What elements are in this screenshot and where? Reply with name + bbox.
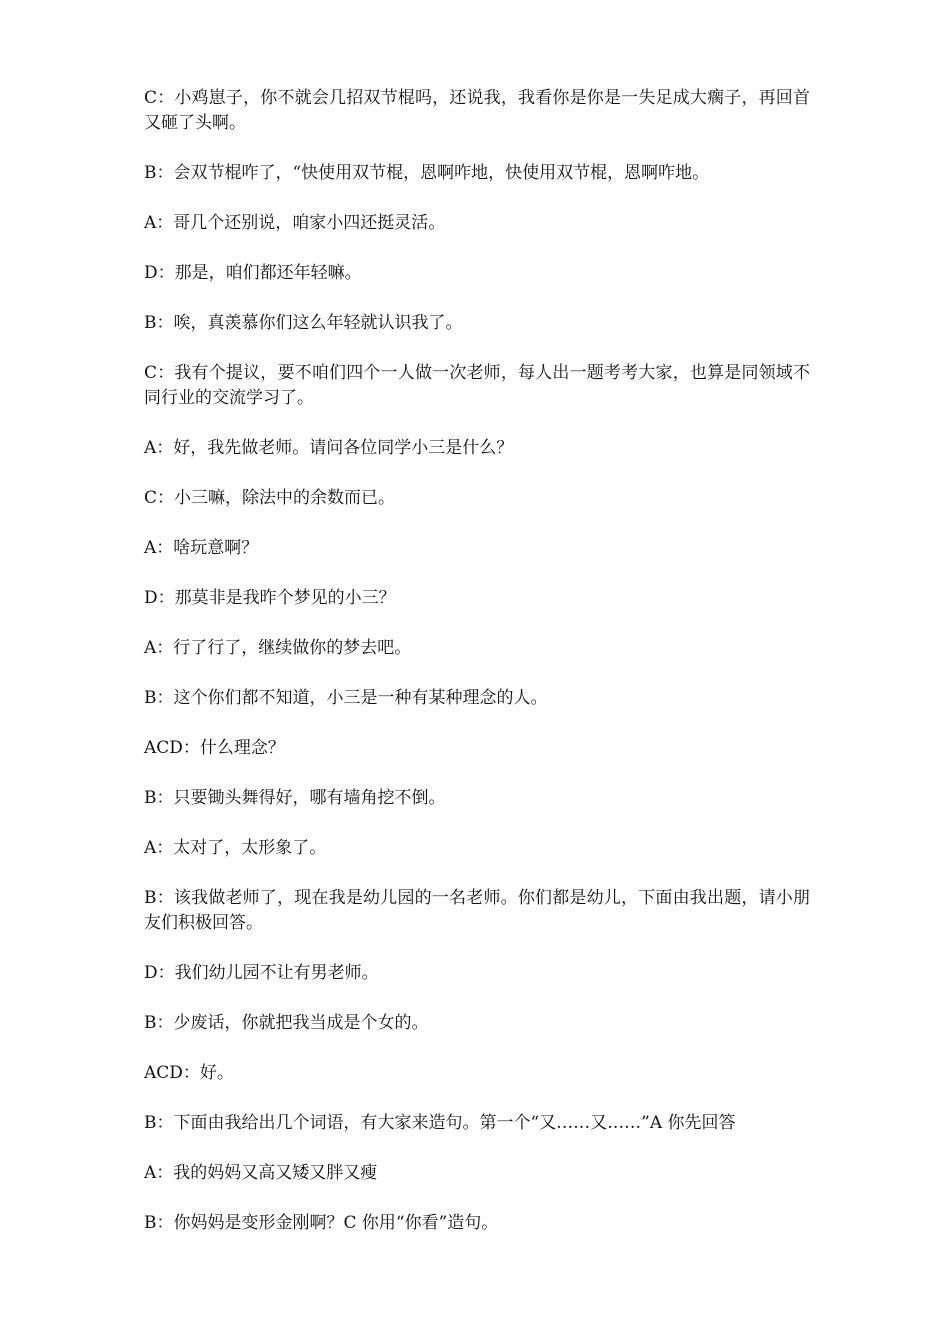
dialogue-line: B：下面由我给出几个词语，有大家来造句。第一个“又……又……”A 你先回答: [144, 1113, 736, 1133]
dialogue-line: B：你妈妈是变形金刚啊？C 你用“你看”造句。: [144, 1213, 499, 1233]
dialogue-line: C：小三嘛，除法中的余数而已。: [144, 488, 396, 508]
dialogue-line: A：太对了，太形象了。: [144, 838, 327, 858]
dialogue-line: A：我的妈妈又高又矮又胖又瘦: [144, 1163, 378, 1183]
dialogue-line: B：少废话，你就把我当成是个女的。: [144, 1013, 429, 1033]
dialogue-line: B：这个你们都不知道，小三是一种有某种理念的人。: [144, 688, 548, 708]
dialogue-line: C：我有个提议，要不咱们四个一人做一次老师，每人出一题考考大家，也算是同领域不同行业的交流学习了。: [144, 363, 810, 408]
dialogue-line: ACD：什么理念？: [144, 738, 285, 758]
dialogue-line: A：行了行了，继续做你的梦去吧。: [144, 638, 412, 658]
dialogue-line: D：那莫非是我昨个梦见的小三？: [144, 588, 396, 608]
dialogue-line: A：好，我先做老师。请问各位同学小三是什么？: [144, 438, 514, 458]
dialogue-line: C：小鸡崽子，你不就会几招双节棍吗，还说我，我看你是你是一失足成大瘸子，再回首又砸了头啊。: [144, 88, 810, 133]
dialogue-line: D：那是，咱们都还年轻嘛。: [144, 263, 362, 283]
dialogue-line: ACD：好。: [144, 1063, 234, 1083]
dialogue-line: B：该我做老师了，现在我是幼儿园的一名老师。你们都是幼儿，下面由我出题，请小朋友们积极回答。: [144, 888, 810, 933]
dialogue-line: A：哥几个还别说，咱家小四还挺灵活。: [144, 213, 446, 233]
dialogue-line: B：只要锄头舞得好，哪有墙角挖不倒。: [144, 788, 446, 808]
dialogue-line: D：我们幼儿园不让有男老师。: [144, 963, 379, 983]
dialogue-line: A：啥玩意啊？: [144, 538, 259, 558]
dialogue-line: B：唉，真羡慕你们这么年轻就认识我了。: [144, 313, 463, 333]
dialogue-line: B：会双节棍咋了，“快使用双节棍，恩啊咋地，快使用双节棍，恩啊咋地。: [144, 163, 710, 183]
dialogue-body: [144, 86, 810, 1261]
